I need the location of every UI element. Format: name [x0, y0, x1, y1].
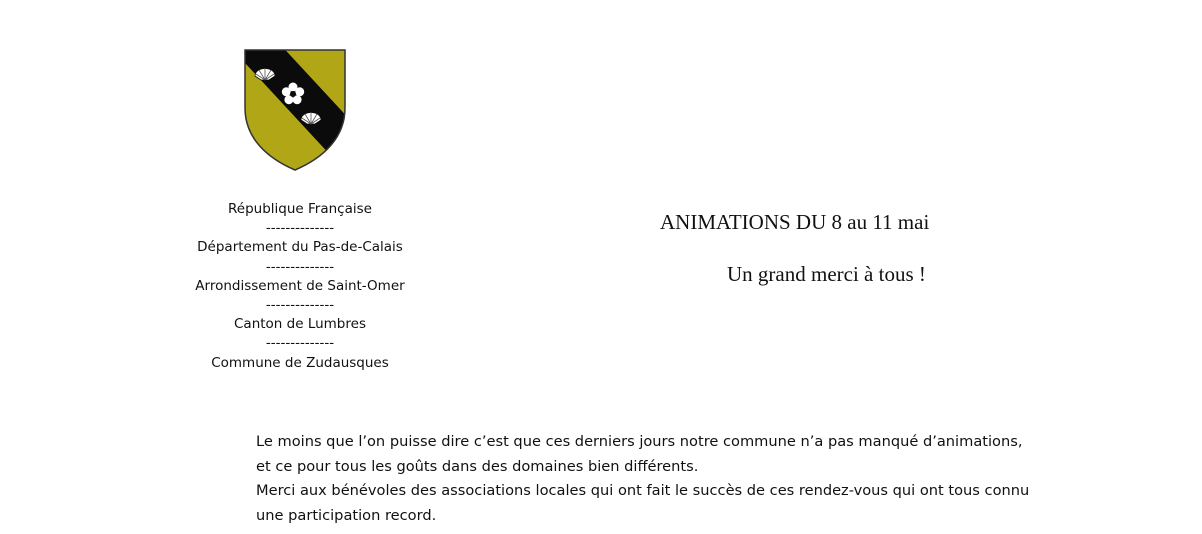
body-paragraph	[256, 430, 1036, 528]
admin-separator: --------------	[265, 297, 335, 314]
admin-separator: --------------	[265, 335, 335, 352]
admin-line-canton: Canton de Lumbres	[234, 316, 366, 333]
body-line: et ce pour tous les goûts dans des domaines bien différents.	[256, 457, 699, 475]
document-title: ANIMATIONS DU 8 au 11 mai	[660, 210, 930, 234]
admin-separator: --------------	[265, 258, 335, 275]
coat-of-arms-icon	[243, 48, 347, 172]
body-line: Le moins que l’on puisse dire c’est que ces derniers jours notre commune n’a pas manqué d’animations,	[256, 433, 1023, 450]
body-line: une participation record.	[256, 506, 437, 524]
administrative-header	[170, 200, 430, 373]
admin-line-commune: Commune de Zudausques	[211, 354, 389, 371]
admin-line-republic: République Française	[228, 201, 372, 217]
admin-line-department: Département du Pas-de-Calais	[197, 239, 403, 256]
body-line: Merci aux bénévoles des associations locales qui ont fait le succès de ces rendez-vous qui ont tous connu	[256, 482, 1030, 499]
admin-line-arrondissement: Arrondissement de Saint-Omer	[195, 277, 405, 294]
admin-separator: --------------	[265, 220, 335, 237]
document-subtitle: Un grand merci à tous !	[727, 262, 926, 286]
